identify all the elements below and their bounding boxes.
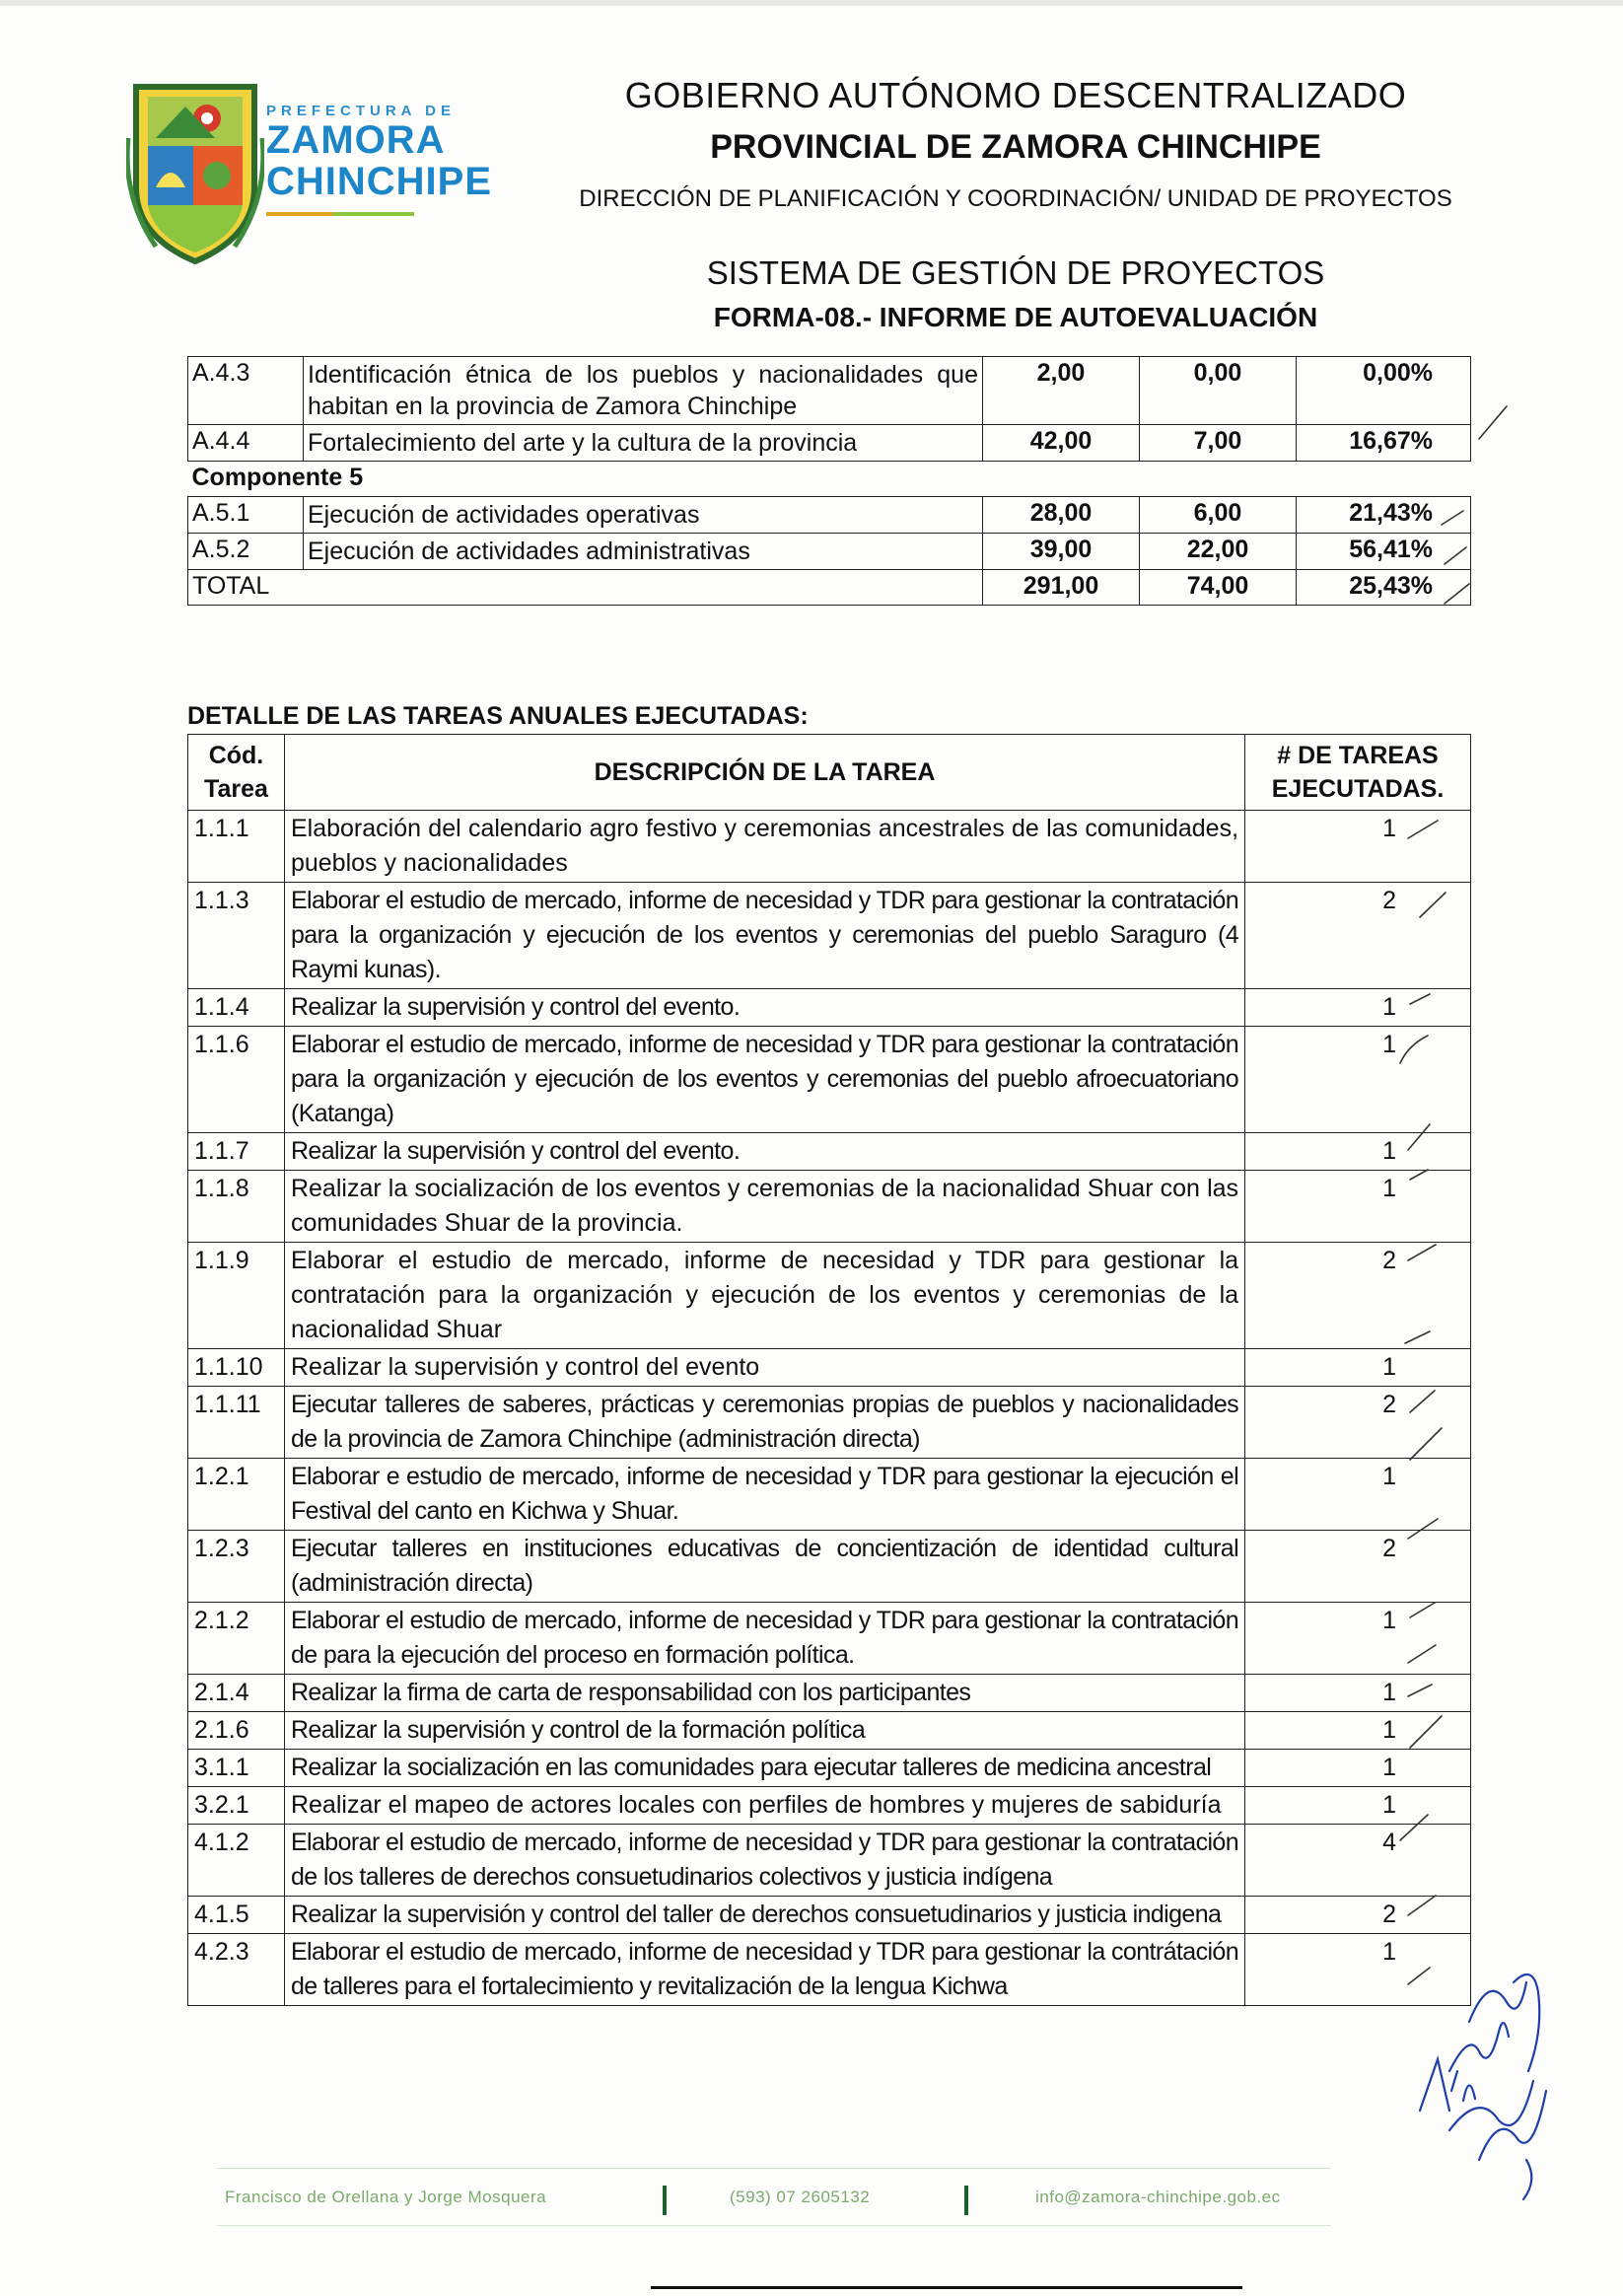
header-line3: DIRECCIÓN DE PLANIFICACIÓN Y COORDINACIÓN/ UNIDAD DE PROYECTOS [579, 185, 1452, 212]
table-row [188, 1675, 1471, 1712]
table-row [188, 811, 1471, 883]
table-row [188, 1531, 1471, 1603]
summary-code: A.5.1 [188, 497, 304, 534]
check-mark [1479, 406, 1507, 439]
task-code: 1.1.9 [188, 1243, 285, 1349]
task-count: 1 [1245, 1603, 1471, 1675]
table-row [188, 1750, 1471, 1787]
summary-pct: 16,67% [1297, 425, 1471, 462]
summary-pct: 21,43% [1297, 497, 1471, 534]
task-count: 1 [1245, 1712, 1471, 1750]
footer-rule [217, 2168, 1331, 2169]
coat-of-arms-icon [126, 79, 264, 266]
task-count: 1 [1245, 1027, 1471, 1133]
table-row [188, 1825, 1471, 1897]
summary-code: A.4.4 [188, 425, 304, 462]
task-code: 1.1.11 [188, 1387, 285, 1459]
page-bottom-edge [651, 2286, 1242, 2289]
task-description: Elaborar el estudio de mercado, informe de necesidad y TDR para gestionar la contrátación de talleres para el fortalecimiento y revitalización de la lengua Kichwa [284, 1934, 1244, 2006]
logo-prefix: PREFECTURA DE [266, 103, 456, 119]
task-count: 1 [1245, 1750, 1471, 1787]
table-row [188, 1243, 1471, 1349]
table-row [188, 357, 1471, 425]
detail-header-row [188, 735, 1471, 811]
task-code: 3.1.1 [188, 1750, 285, 1787]
task-description: Elaborar el estudio de mercado, informe de necesidad y TDR para gestionar la contratación para la organización y ejecución de los eventos y ceremonias del pueblo Saraguro (4 Raymi kunas). [284, 883, 1244, 989]
table-row [188, 1171, 1471, 1243]
logo-underline [266, 212, 414, 216]
table-row [188, 497, 1471, 534]
table-row [188, 1787, 1471, 1825]
task-count: 1 [1245, 811, 1471, 883]
task-description: Realizar la firma de carta de responsabilidad con los participantes [284, 1675, 1244, 1712]
task-description: Realizar la supervisión y control del evento. [284, 1133, 1244, 1171]
table-row [188, 883, 1471, 989]
footer-address: Francisco de Orellana y Jorge Mosquera [225, 2188, 547, 2206]
total-pct: 25,43% [1297, 570, 1471, 606]
task-count: 1 [1245, 1349, 1471, 1387]
logo-line1: ZAMORA [266, 118, 446, 162]
task-code: 4.1.5 [188, 1897, 285, 1934]
task-code: 1.1.4 [188, 989, 285, 1027]
summary-table [187, 356, 1471, 606]
task-code: 1.2.3 [188, 1531, 285, 1603]
header-code: Cód. Tarea [188, 735, 285, 811]
task-code: 2.1.2 [188, 1603, 285, 1675]
task-code: 4.2.3 [188, 1934, 285, 2006]
table-row [188, 1387, 1471, 1459]
task-description: Ejecutar talleres en instituciones educativas de concientización de identidad cultural (administración directa) [284, 1531, 1244, 1603]
task-description: Realizar la supervisión y control del evento. [284, 989, 1244, 1027]
header-line2: PROVINCIAL DE ZAMORA CHINCHIPE [710, 128, 1321, 166]
summary-code: A.4.3 [188, 357, 304, 425]
task-description: Realizar la socialización de los eventos y ceremonias de la nacionalidad Shuar con las comunidades Shuar de la provincia. [284, 1171, 1244, 1243]
task-description: Realizar la supervisión y control del evento [284, 1349, 1244, 1387]
task-count: 1 [1245, 1171, 1471, 1243]
table-row [188, 1027, 1471, 1133]
table-row [188, 1133, 1471, 1171]
task-description: Elaborar el estudio de mercado, informe de necesidad y TDR para gestionar la contratación para la organización y ejecución de los eventos y ceremonias de la nacionalidad Shuar [284, 1243, 1244, 1349]
task-code: 1.1.3 [188, 883, 285, 989]
summary-desc: Identificación étnica de los pueblos y nacionalidades que habitan en la provincia de Zamora Chinchipe [304, 357, 983, 425]
summary-executed: 22,00 [1140, 534, 1297, 570]
component-label: Componente 5 [188, 462, 1471, 497]
task-description: Elaborar el estudio de mercado, informe de necesidad y TDR para gestionar la contratación para la organización y ejecución de los eventos y ceremonias del pueblo afroecuatoriano (Katanga) [284, 1027, 1244, 1133]
total-label: TOTAL [188, 570, 983, 606]
task-description: Realizar la socialización en las comunidades para ejecutar talleres de medicina ancestral [284, 1750, 1244, 1787]
task-count: 1 [1245, 989, 1471, 1027]
header-description: DESCRIPCIÓN DE LA TAREA [284, 735, 1244, 811]
table-row [188, 1459, 1471, 1531]
summary-planned: 39,00 [983, 534, 1140, 570]
task-description: Elaborar el estudio de mercado, informe de necesidad y TDR para gestionar la contratación de para la ejecución del proceso en formación política. [284, 1603, 1244, 1675]
table-row [188, 1934, 1471, 2006]
summary-executed: 7,00 [1140, 425, 1297, 462]
footer-email: info@zamora-chinchipe.gob.ec [1035, 2188, 1281, 2206]
task-code: 1.1.6 [188, 1027, 285, 1133]
table-row [188, 1712, 1471, 1750]
task-count: 2 [1245, 1387, 1471, 1459]
logo-line2: CHINCHIPE [266, 160, 493, 203]
task-count: 4 [1245, 1825, 1471, 1897]
table-row [188, 425, 1471, 462]
task-code: 1.1.8 [188, 1171, 285, 1243]
task-count: 1 [1245, 1934, 1471, 2006]
task-code: 2.1.4 [188, 1675, 285, 1712]
task-count: 1 [1245, 1459, 1471, 1531]
footer-rule [217, 2225, 1331, 2226]
summary-code: A.5.2 [188, 534, 304, 570]
logo-wordmark [266, 103, 492, 216]
task-code: 2.1.6 [188, 1712, 285, 1750]
table-row [188, 1349, 1471, 1387]
total-planned: 291,00 [983, 570, 1140, 606]
summary-executed: 0,00 [1140, 357, 1297, 425]
task-count: 2 [1245, 883, 1471, 989]
summary-desc: Fortalecimiento del arte y la cultura de la provincia [304, 425, 983, 462]
summary-desc: Ejecución de actividades operativas [304, 497, 983, 534]
summary-planned: 28,00 [983, 497, 1140, 534]
summary-desc: Ejecución de actividades administrativas [304, 534, 983, 570]
page-footer [0, 2168, 1623, 2227]
detail-table [187, 734, 1471, 2006]
task-description: Elaboración del calendario agro festivo y ceremonias ancestrales de las comunidades, pueblos y nacionalidades [284, 811, 1244, 883]
header-line4: SISTEMA DE GESTIÓN DE PROYECTOS [706, 254, 1325, 291]
task-description: Ejecutar talleres de saberes, prácticas y ceremonias propias de pueblos y nacionalidades de la provincia de Zamora Chinchipe (administración directa) [284, 1387, 1244, 1459]
detail-title: DETALLE DE LAS TAREAS ANUALES EJECUTADAS: [187, 702, 809, 730]
total-executed: 74,00 [1140, 570, 1297, 606]
signature-icon [1420, 1974, 1546, 2199]
header-count: # DE TAREAS EJECUTADAS. [1245, 735, 1471, 811]
task-count: 2 [1245, 1897, 1471, 1934]
summary-pct: 56,41% [1297, 534, 1471, 570]
task-description: Elaborar e estudio de mercado, informe de necesidad y TDR para gestionar la ejecución el Festival del canto en Kichwa y Shuar. [284, 1459, 1244, 1531]
table-row [188, 534, 1471, 570]
task-description: Realizar el mapeo de actores locales con perfiles de hombres y mujeres de sabiduría [284, 1787, 1244, 1825]
task-code: 1.1.10 [188, 1349, 285, 1387]
footer-separator [663, 2186, 667, 2215]
task-description: Realizar la supervisión y control del taller de derechos consuetudinarios y justicia indigena [284, 1897, 1244, 1934]
total-row [188, 570, 1471, 606]
summary-planned: 2,00 [983, 357, 1140, 425]
task-count: 2 [1245, 1531, 1471, 1603]
task-count: 2 [1245, 1243, 1471, 1349]
task-count: 1 [1245, 1787, 1471, 1825]
footer-phone: (593) 07 2605132 [730, 2188, 871, 2206]
table-row [188, 1897, 1471, 1934]
task-description: Elaborar el estudio de mercado, informe de necesidad y TDR para gestionar la contratación de los talleres de derechos consuetudinarios colectivos y justicia indígena [284, 1825, 1244, 1897]
component-row [188, 462, 1471, 497]
detail-body [188, 811, 1471, 2006]
task-code: 4.1.2 [188, 1825, 285, 1897]
task-count: 1 [1245, 1133, 1471, 1171]
task-count: 1 [1245, 1675, 1471, 1712]
header-line1: GOBIERNO AUTÓNOMO DESCENTRALIZADO [624, 75, 1407, 115]
table-row [188, 1603, 1471, 1675]
footer-separator [964, 2186, 968, 2215]
table-row [188, 989, 1471, 1027]
task-description: Realizar la supervisión y control de la formación política [284, 1712, 1244, 1750]
task-code: 1.2.1 [188, 1459, 285, 1531]
task-code: 1.1.7 [188, 1133, 285, 1171]
form-title: FORMA-08.- INFORME DE AUTOEVALUACIÓN [713, 302, 1318, 332]
summary-executed: 6,00 [1140, 497, 1297, 534]
prefectura-logo [126, 79, 501, 266]
summary-planned: 42,00 [983, 425, 1140, 462]
page-top-edge [0, 0, 1623, 6]
task-code: 1.1.1 [188, 811, 285, 883]
task-code: 3.2.1 [188, 1787, 285, 1825]
summary-pct: 0,00% [1297, 357, 1471, 425]
